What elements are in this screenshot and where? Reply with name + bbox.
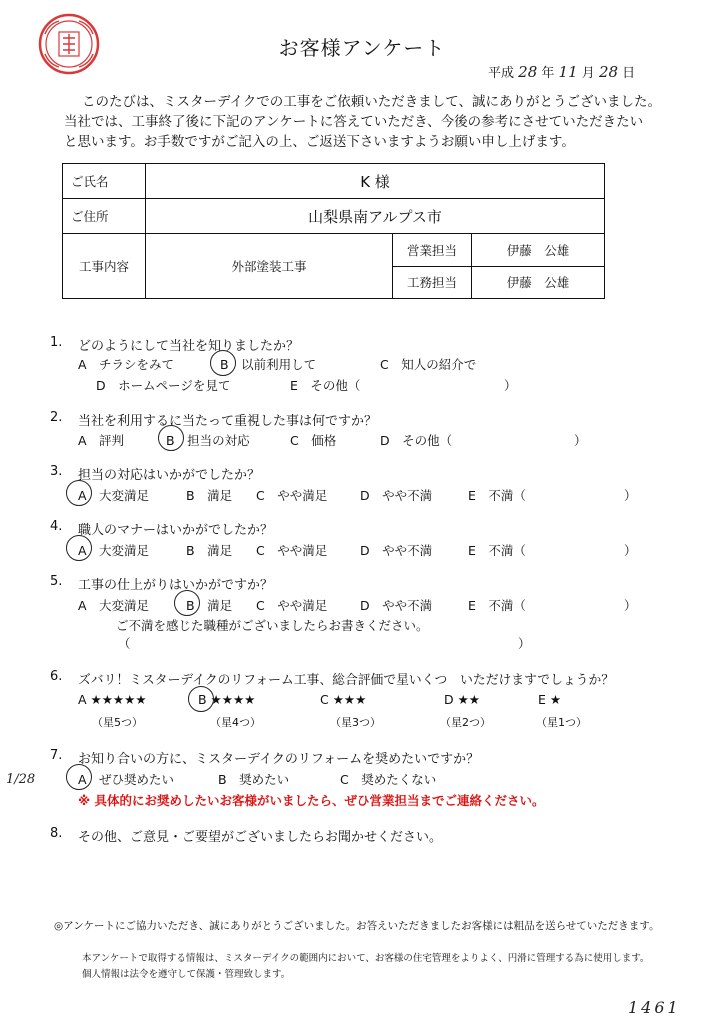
- name-field[interactable]: K 様: [146, 164, 605, 199]
- q6-number: 6.: [50, 669, 63, 684]
- q5-option-a[interactable]: A 大変満足: [78, 598, 150, 613]
- q3-number: 3.: [50, 464, 63, 479]
- intro-text: [64, 92, 662, 152]
- q3-text: 担当の対応はいかがでしたか？: [78, 468, 261, 483]
- q4-option-d[interactable]: D やや不満: [360, 543, 433, 558]
- q3-option-e[interactable]: E 不満（: [468, 488, 526, 503]
- q6-caption-b: （星4つ）: [210, 716, 261, 729]
- q2-option-a[interactable]: A 評判: [78, 433, 125, 448]
- q1-number: 1.: [50, 335, 63, 350]
- q2-option-d[interactable]: D その他（: [380, 433, 453, 448]
- margin-note: 1/28: [6, 772, 36, 787]
- date-year-label: 年: [541, 66, 555, 81]
- date-era: 平成: [488, 66, 515, 81]
- q4-option-a[interactable]: A 大変満足: [78, 543, 150, 558]
- q5-option-e[interactable]: E 不満（: [468, 598, 526, 613]
- q7-option-a[interactable]: A ぜひ奨めたい: [78, 772, 175, 787]
- intro-line-2: 当社では、工事終了後に下記のアンケートに答えていただき、今後の参考にさせていただきたい: [64, 114, 644, 130]
- q6-option-d[interactable]: D ★★: [444, 692, 481, 707]
- page-number: 1461: [628, 998, 681, 1017]
- q1-option-e[interactable]: E その他（: [290, 378, 361, 393]
- q7-text: お知り合いの方に、ミスターデイクのリフォームを奨めたいですか？: [78, 752, 480, 767]
- q6-caption-c: （星3つ）: [330, 716, 381, 729]
- q6-option-e[interactable]: E ★: [538, 692, 562, 707]
- q4-number: 4.: [50, 519, 63, 534]
- q6-option-a[interactable]: A ★★★★★: [78, 692, 147, 707]
- date-line: [488, 62, 635, 81]
- q7-option-b[interactable]: B 奨めたい: [218, 772, 290, 787]
- q6-option-b[interactable]: B ★★★★: [198, 692, 256, 707]
- q3-option-a[interactable]: A 大変満足: [78, 488, 150, 503]
- q3-selected-circle: [66, 480, 92, 506]
- intro-line-1: このたびは、ミスターデイクでの工事をご依頼いただきまして、誠にありがとうございました。: [82, 94, 662, 110]
- q4-option-e-close: ）: [624, 543, 637, 558]
- address-field[interactable]: 山梨県南アルプス市: [146, 199, 605, 234]
- page-title: お客様アンケート: [278, 36, 446, 60]
- q2-option-d-close: ）: [574, 433, 587, 448]
- sales-field[interactable]: 伊藤 公雄: [472, 234, 605, 267]
- date-day[interactable]: 28: [598, 63, 619, 81]
- q2-selected-circle: [158, 425, 184, 451]
- q4-option-c[interactable]: C やや満足: [256, 543, 328, 558]
- q4-option-e[interactable]: E 不満（: [468, 543, 526, 558]
- q1-option-d[interactable]: D ホームページを見て: [96, 378, 231, 393]
- q5-option-b[interactable]: B 満足: [186, 598, 233, 613]
- construction-label: 工務担当: [393, 266, 472, 299]
- q4-selected-circle: [66, 535, 92, 561]
- q3-option-d[interactable]: D やや不満: [360, 488, 433, 503]
- q5-text: 工事の仕上がりはいかがですか？: [78, 578, 274, 593]
- q1-option-a[interactable]: A チラシをみて: [78, 357, 175, 372]
- q5-option-e-close: ）: [624, 598, 637, 613]
- q1-option-c[interactable]: C 知人の紹介で: [380, 357, 477, 372]
- q2-text: 当社を利用するに当たって重視した事は何ですか？: [78, 414, 378, 429]
- q6-selected-circle: [188, 686, 214, 712]
- work-field[interactable]: 外部塗装工事: [146, 234, 393, 299]
- q2-number: 2.: [50, 410, 63, 425]
- construction-field[interactable]: 伊藤 公雄: [472, 266, 605, 299]
- q1-text: どのようにして当社を知りましたか？: [78, 339, 300, 354]
- date-day-label: 日: [622, 66, 636, 81]
- q4-text: 職人のマナーはいかがでしたか？: [78, 523, 274, 538]
- q1-option-e-close: ）: [504, 378, 517, 393]
- q6-text: ズバリ！ミスターデイクのリフォーム工事、総合評価で星いくつ いただけますでしょうか？: [78, 673, 615, 688]
- footer-thanks: ◎アンケートにご協力いただき、誠にありがとうございました。お答えいただきましたお客様には粗品を送らせていただきます。: [54, 920, 660, 932]
- footer-privacy-1: 本アンケートで取得する情報は、ミスターデイクの範囲内において、お客様の住宅管理をよりよく、円滑に管理する為に使用します。: [82, 953, 650, 964]
- q2-option-b[interactable]: B 担当の対応: [166, 433, 250, 448]
- q7-note: ※ 具体的にお奨めしたいお客様がいましたら、ぜひ営業担当までご連絡ください。: [78, 793, 545, 808]
- q3-option-b[interactable]: B 満足: [186, 488, 233, 503]
- name-label: ご氏名: [63, 164, 146, 199]
- q5-number: 5.: [50, 574, 63, 589]
- q1-option-b[interactable]: B 以前利用して: [220, 357, 317, 372]
- q7-selected-circle: [66, 764, 92, 790]
- q1-selected-circle: [210, 350, 236, 376]
- q5-option-d[interactable]: D やや不満: [360, 598, 433, 613]
- date-month[interactable]: 11: [558, 63, 578, 81]
- work-label: 工事内容: [63, 234, 146, 299]
- footer-privacy-2: 個人情報は法令を遵守して保護・管理致します。: [82, 969, 291, 980]
- q5-sub-close: ）: [518, 636, 531, 651]
- q6-caption-d: （星2つ）: [440, 716, 491, 729]
- q8-text: その他、ご意見・ご要望がございましたらお聞かせください。: [78, 830, 443, 845]
- address-label: ご住所: [63, 199, 146, 234]
- q6-option-c[interactable]: C ★★★: [320, 692, 367, 707]
- date-year[interactable]: 28: [518, 63, 538, 81]
- intro-line-3: と思います。お手数ですがご記入の上、ご返送下さいますようお願い申し上げます。: [64, 134, 575, 150]
- date-month-label: 月: [581, 66, 595, 81]
- q6-caption-a: （星5つ）: [92, 716, 143, 729]
- customer-info-table: [62, 163, 605, 299]
- q7-number: 7.: [50, 748, 63, 763]
- q3-option-e-close: ）: [624, 488, 637, 503]
- q8-number: 8.: [50, 826, 63, 841]
- q3-option-c[interactable]: C やや満足: [256, 488, 328, 503]
- q4-option-b[interactable]: B 満足: [186, 543, 233, 558]
- sales-label: 営業担当: [393, 234, 472, 267]
- q5-sub-open: （: [118, 636, 131, 651]
- q7-option-c[interactable]: C 奨めたくない: [340, 772, 437, 787]
- q5-selected-circle: [174, 590, 200, 616]
- q5-sub-text: ご不満を感じた職種がございましたらお書きください。: [116, 618, 429, 633]
- q5-option-c[interactable]: C やや満足: [256, 598, 328, 613]
- q6-caption-e: （星1つ）: [536, 716, 587, 729]
- q2-option-c[interactable]: C 価格: [290, 433, 337, 448]
